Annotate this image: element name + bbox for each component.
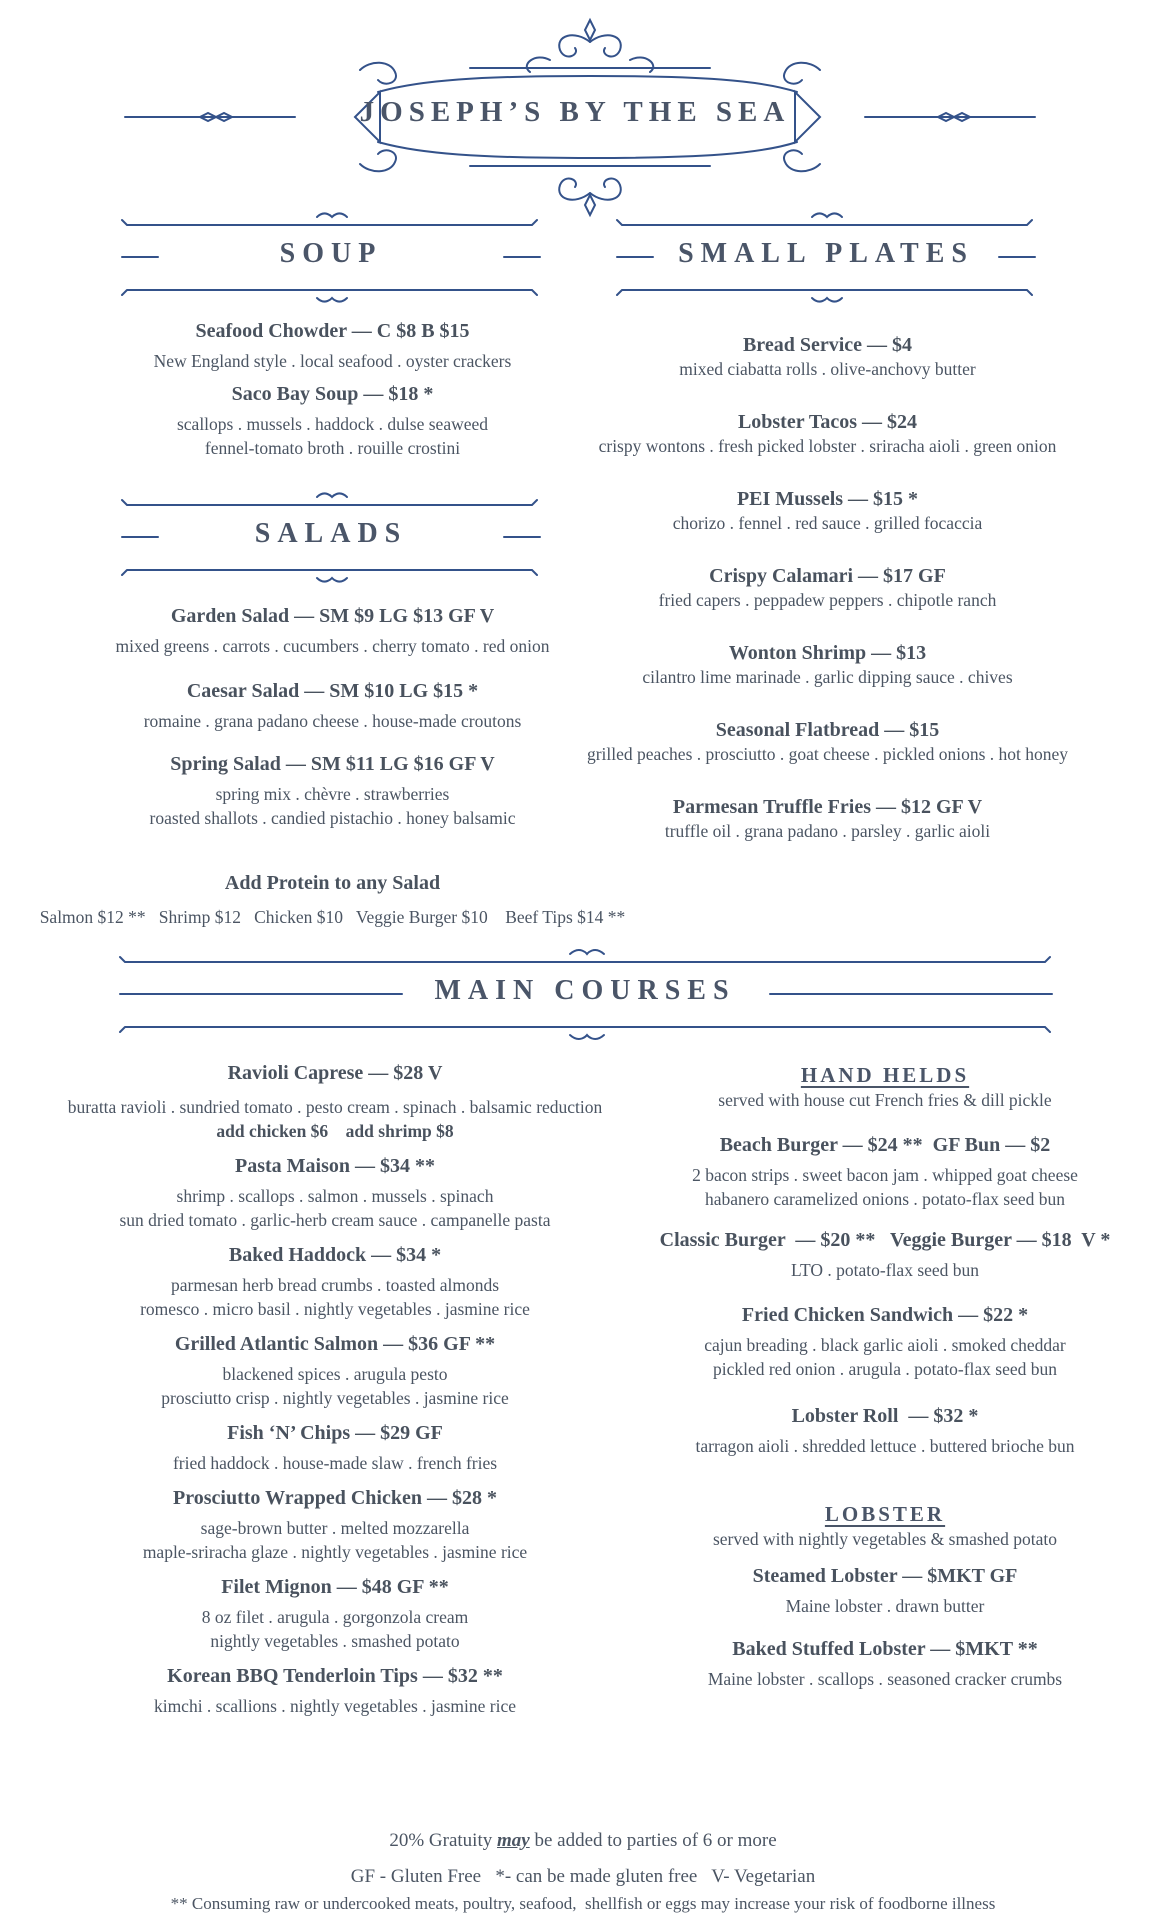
item-name: Pasta Maison — $34 ** xyxy=(235,1155,435,1177)
menu-item xyxy=(10,1062,660,1143)
hand-helds-note: served with house cut French fries & dill pickle xyxy=(718,1090,1052,1110)
item-name: Classic Burger — $20 ** Veggie Burger — $18 V * xyxy=(659,1229,1111,1251)
item-name: Filet Mignon — $48 GF ** xyxy=(221,1576,449,1598)
item-desc: kimchi . scallions . nightly vegetables . jasmine rice xyxy=(153,1696,517,1716)
menu-item xyxy=(60,320,605,373)
item-desc: New England style . local seafood . oyster crackers xyxy=(153,351,512,371)
item-extra: add chicken $6 add shrimp $8 xyxy=(216,1121,454,1141)
item-name: Beach Burger — $24 ** GF Bun — $2 xyxy=(719,1134,1051,1156)
item-name: Seasonal Flatbread — $15 xyxy=(715,719,940,741)
food-safety-warning: ** Consuming raw or undercooked meats, poultry, seafood, shellfish or eggs may increase your risk of foodborne illness xyxy=(170,1894,996,1913)
menu-item xyxy=(10,1155,660,1232)
item-name: Seafood Chowder — C $8 B $15 xyxy=(195,320,470,342)
item-desc: chorizo . fennel . red sauce . grilled focaccia xyxy=(672,513,983,533)
item-desc: tarragon aioli . shredded lettuce . buttered brioche bun xyxy=(695,1436,1075,1456)
item-desc: fried capers . peppadew peppers . chipotle ranch xyxy=(658,590,997,610)
item-name: Ravioli Caprese — $28 V xyxy=(227,1062,443,1084)
item-desc: sun dried tomato . garlic-herb cream sauce . campanelle pasta xyxy=(119,1210,551,1230)
salads-heading: SALADS xyxy=(254,518,408,549)
menu-item xyxy=(60,605,605,658)
item-desc: cilantro lime marinade . garlic dipping sauce . chives xyxy=(642,667,1013,687)
main-courses-list xyxy=(10,1062,660,1718)
item-desc: buratta ravioli . sundried tomato . pesto cream . spinach . balsamic reduction xyxy=(67,1097,603,1117)
menu-item xyxy=(640,1304,1130,1381)
menu-item xyxy=(640,1405,1130,1458)
item-desc: 8 oz filet . arugula . gorgonzola cream xyxy=(201,1607,469,1627)
item-desc: parmesan herb bread crumbs . toasted almonds xyxy=(170,1275,500,1295)
item-name: Grilled Atlantic Salmon — $36 GF ** xyxy=(174,1333,496,1355)
menu-item xyxy=(640,1229,1130,1282)
menu-item xyxy=(60,753,605,830)
item-name: Bread Service — $4 xyxy=(742,334,913,356)
add-protein-title: Add Protein to any Salad xyxy=(224,872,441,894)
item-name: Baked Stuffed Lobster — $MKT ** xyxy=(732,1638,1038,1660)
item-name: Baked Haddock — $34 * xyxy=(228,1244,442,1266)
item-desc: romesco . micro basil . nightly vegetables . jasmine rice xyxy=(140,1299,530,1319)
item-name: Fish ‘N’ Chips — $29 GF xyxy=(227,1422,443,1444)
main-courses-heading: MAIN COURSES xyxy=(434,975,736,1006)
item-desc: spring mix . chèvre . strawberries xyxy=(215,784,450,804)
item-desc: maple-sriracha glaze . nightly vegetables . jasmine rice xyxy=(142,1542,528,1562)
item-desc: roasted shallots . candied pistachio . honey balsamic xyxy=(149,808,516,828)
restaurant-name: JOSEPH’S BY THE SEA xyxy=(359,96,791,128)
salads-list xyxy=(60,605,605,830)
hand-helds-heading: HAND HELDS xyxy=(800,1063,970,1087)
menu-item xyxy=(575,565,1080,612)
gratuity-text-end: be added to parties of 6 or more xyxy=(529,1830,777,1851)
item-name: PEI Mussels — $15 * xyxy=(736,488,919,510)
item-name: Wonton Shrimp — $13 xyxy=(728,642,927,664)
menu-item xyxy=(60,680,605,733)
gratuity-note xyxy=(0,1830,1166,1852)
menu-item xyxy=(575,334,1080,381)
item-desc: Maine lobster . scallops . seasoned cracker crumbs xyxy=(707,1669,1063,1689)
menu-item xyxy=(640,1134,1130,1211)
menu-item xyxy=(10,1333,660,1410)
hand-helds-list xyxy=(640,1063,1130,1691)
item-desc: fennel-tomato broth . rouille crostini xyxy=(204,438,461,458)
item-name: Garden Salad — SM $9 LG $13 GF V xyxy=(170,605,495,627)
small-plates-heading: SMALL PLATES xyxy=(678,238,974,269)
item-name: Spring Salad — SM $11 LG $16 GF V xyxy=(170,753,495,775)
menu-item xyxy=(640,1565,1130,1618)
item-name: Steamed Lobster — $MKT GF xyxy=(752,1565,1018,1587)
item-desc: grilled peaches . prosciutto . goat cheese . pickled onions . hot honey xyxy=(586,744,1069,764)
item-desc: mixed greens . carrots . cucumbers . cherry tomato . red onion xyxy=(115,636,550,656)
gratuity-emphasis: may xyxy=(497,1830,530,1851)
menu-item xyxy=(10,1244,660,1321)
item-desc: Maine lobster . drawn butter xyxy=(785,1596,985,1616)
item-desc: fried haddock . house-made slaw . french fries xyxy=(172,1453,498,1473)
menu-item xyxy=(575,642,1080,689)
item-desc: mixed ciabatta rolls . olive-anchovy butter xyxy=(679,359,976,379)
item-name: Fried Chicken Sandwich — $22 * xyxy=(741,1304,1029,1326)
gratuity-text-start: 20% Gratuity xyxy=(389,1830,497,1851)
menu-item xyxy=(10,1576,660,1653)
item-name: Prosciutto Wrapped Chicken — $28 * xyxy=(173,1487,497,1509)
menu-item xyxy=(575,719,1080,766)
menu-item xyxy=(640,1638,1130,1691)
item-desc: pickled red onion . arugula . potato-flax seed bun xyxy=(712,1359,1058,1379)
add-protein-options: Salmon $12 ** Shrimp $12 Chicken $10 Veggie Burger $10 Beef Tips $14 ** xyxy=(39,907,626,927)
item-desc: LTO . potato-flax seed bun xyxy=(790,1260,980,1280)
menu-item xyxy=(60,383,605,460)
item-desc: 2 bacon strips . sweet bacon jam . whipped goat cheese xyxy=(692,1165,1078,1185)
lobster-heading: LOBSTER xyxy=(824,1502,946,1526)
item-name: Korean BBQ Tenderloin Tips — $32 ** xyxy=(167,1665,503,1687)
item-desc: cajun breading . black garlic aioli . smoked cheddar xyxy=(704,1335,1066,1355)
menu-item xyxy=(575,488,1080,535)
item-desc: prosciutto crisp . nightly vegetables . jasmine rice xyxy=(161,1388,509,1408)
menu-item xyxy=(10,1487,660,1564)
item-desc: shrimp . scallops . salmon . mussels . spinach xyxy=(176,1186,494,1206)
item-desc: habanero caramelized onions . potato-flax seed bun xyxy=(704,1189,1066,1209)
item-name: Crispy Calamari — $17 GF xyxy=(709,565,946,587)
small-plates-list xyxy=(575,334,1080,843)
item-name: Parmesan Truffle Fries — $12 GF V xyxy=(672,796,983,818)
soup-heading: SOUP xyxy=(279,238,383,269)
item-desc: scallops . mussels . haddock . dulse seaweed xyxy=(176,414,489,434)
item-desc: crispy wontons . fresh picked lobster . sriracha aioli . green onion xyxy=(598,436,1057,456)
item-desc: truffle oil . grana padano . parsley . garlic aioli xyxy=(664,821,991,841)
menu-item xyxy=(575,411,1080,458)
item-name: Saco Bay Soup — $18 * xyxy=(231,383,434,405)
item-desc: blackened spices . arugula pesto xyxy=(222,1364,448,1384)
dietary-legend: GF - Gluten Free *- can be made gluten free V- Vegetarian xyxy=(350,1866,816,1887)
menu-item xyxy=(10,1422,660,1475)
item-name: Caesar Salad — SM $10 LG $15 * xyxy=(186,680,479,702)
menu-item xyxy=(575,796,1080,843)
item-desc: nightly vegetables . smashed potato xyxy=(210,1631,460,1651)
soup-list xyxy=(60,320,605,460)
lobster-note: served with nightly vegetables & smashed potato xyxy=(712,1529,1058,1549)
item-name: Lobster Tacos — $24 xyxy=(737,411,918,433)
item-desc: romaine . grana padano cheese . house-made croutons xyxy=(143,711,522,731)
item-name: Lobster Roll — $32 * xyxy=(791,1405,979,1427)
item-desc: sage-brown butter . melted mozzarella xyxy=(200,1518,470,1538)
menu-item xyxy=(10,1665,660,1718)
